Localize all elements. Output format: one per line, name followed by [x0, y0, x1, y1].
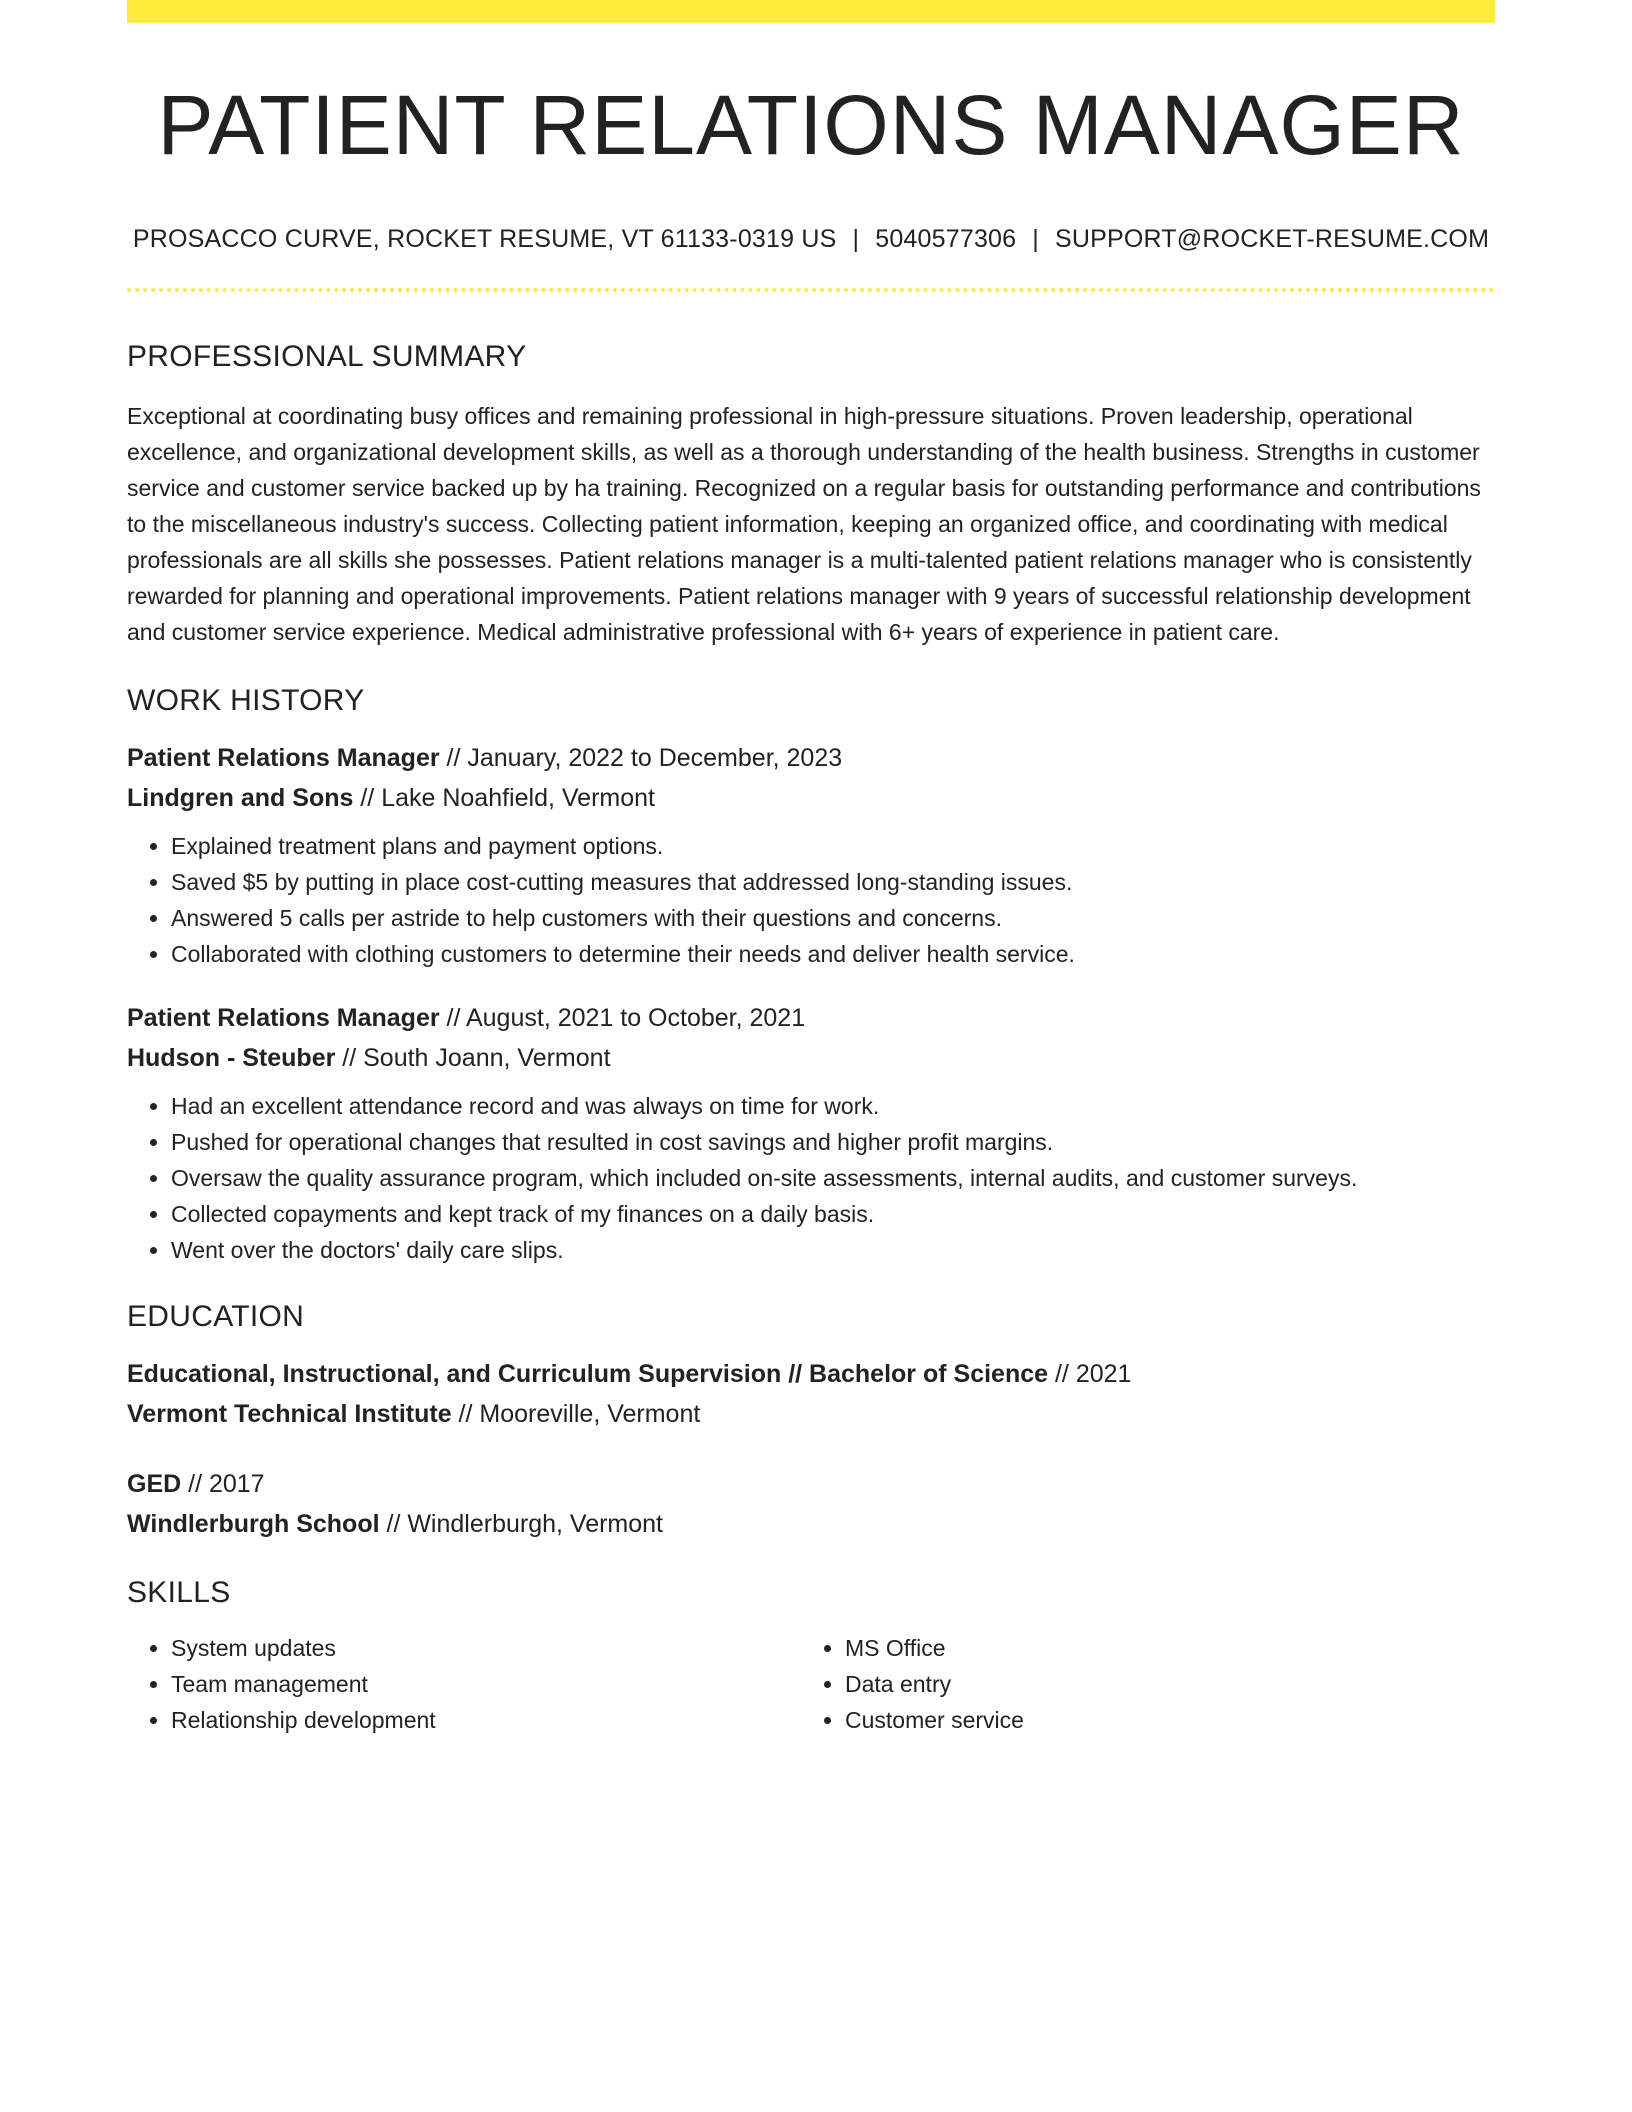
job-bullet: • Answered 5 calls per astride to help customers with their questions and concerns.	[171, 900, 1495, 936]
job-dates: // January, 2022 to December, 2023	[439, 744, 843, 772]
contact-separator: |	[1032, 225, 1039, 253]
job-entry	[127, 998, 1495, 1268]
skill-item: • Relationship development	[171, 1702, 801, 1738]
job-bullet: • Collected copayments and kept track of my finances on a daily basis.	[171, 1196, 1495, 1232]
header-divider	[127, 288, 1495, 292]
skills-list	[127, 1630, 1495, 1738]
job-company: Hudson - Steuber	[127, 1044, 336, 1072]
job-bullets	[127, 828, 1495, 972]
candidate-name: PATIENT RELATIONS MANAGER	[157, 78, 1465, 172]
degree-line	[127, 1354, 1495, 1394]
school-line	[127, 1394, 1495, 1434]
accent-bar	[127, 0, 1495, 23]
skills-column-left	[127, 1630, 801, 1738]
resume-page	[127, 0, 1495, 1738]
school: Windlerburgh School	[127, 1510, 380, 1538]
phone: 5040577306	[875, 225, 1017, 253]
job-bullet: • Had an excellent attendance record and was always on time for work.	[171, 1088, 1495, 1124]
degree-year: // 2021	[1048, 1360, 1132, 1388]
skill-item: • Customer service	[845, 1702, 1475, 1738]
job-dates: // August, 2021 to October, 2021	[439, 1004, 806, 1032]
school: Vermont Technical Institute	[127, 1400, 452, 1428]
school-location: // Mooreville, Vermont	[451, 1400, 701, 1428]
contact-line	[127, 227, 1495, 252]
education-entry	[127, 1354, 1495, 1434]
section-title-summary: PROFESSIONAL SUMMARY	[127, 340, 527, 373]
section-title-education: EDUCATION	[127, 1300, 305, 1333]
job-location: // South Joann, Vermont	[335, 1044, 611, 1072]
address: PROSACCO CURVE, ROCKET RESUME, VT 61133-0319 US	[132, 225, 837, 253]
school-location: // Windlerburgh, Vermont	[379, 1510, 664, 1538]
job-role: Patient Relations Manager	[127, 1004, 440, 1032]
job-company-line	[127, 778, 1495, 818]
education-entry	[127, 1464, 1495, 1544]
job-bullet: • Saved $5 by putting in place cost-cutting measures that addressed long-standing issues.	[171, 864, 1495, 900]
skill-item: • MS Office	[845, 1630, 1475, 1666]
degree-line	[127, 1464, 1495, 1504]
job-company-line	[127, 1038, 1495, 1078]
job-role: Patient Relations Manager	[127, 744, 440, 772]
skill-item: • Data entry	[845, 1666, 1475, 1702]
section-title-skills: SKILLS	[127, 1576, 231, 1609]
section-title-work-history: WORK HISTORY	[127, 684, 365, 717]
degree: Educational, Instructional, and Curriculum Supervision // Bachelor of Science	[127, 1360, 1049, 1388]
contact-separator: |	[852, 225, 860, 253]
school-line	[127, 1504, 1495, 1544]
skill-item: • System updates	[171, 1630, 801, 1666]
skills-column-right	[801, 1630, 1475, 1738]
summary-text: Exceptional at coordinating busy offices and remaining professional in high-pressure situations. Proven leadership, operational excellence, and organizational development skills, as well as a thorough understanding of the health business. Strengths in customer service and customer service backed up by ha training. Recognized on a regular basis for outstanding performance and contributions to the miscellaneous industry's success. Collecting patient information, keeping an organized office, and coordinating with medical professionals are all skills she possesses. Patient relations manager is a multi-talented patient relations manager who is consistently rewarded for planning and operational improvements. Patient relations manager with 9 years of successful relationship development and customer service experience. Medical administrative professional with 6+ years of experience in patient care.	[127, 403, 1481, 645]
job-bullet: • Pushed for operational changes that resulted in cost savings and higher profit margins.	[171, 1124, 1495, 1160]
job-bullet: • Oversaw the quality assurance program, which included on-site assessments, internal audits, and customer surveys.	[171, 1160, 1495, 1196]
job-role-line	[127, 998, 1495, 1038]
skill-item: • Team management	[171, 1666, 801, 1702]
job-bullet: • Explained treatment plans and payment options.	[171, 828, 1495, 864]
email: SUPPORT@ROCKET-RESUME.COM	[1054, 225, 1490, 253]
job-company: Lindgren and Sons	[127, 784, 354, 812]
job-bullets	[127, 1088, 1495, 1268]
degree-year: // 2017	[181, 1470, 265, 1498]
job-entry	[127, 738, 1495, 972]
job-location: // Lake Noahfield, Vermont	[353, 784, 655, 812]
job-role-line	[127, 738, 1495, 778]
job-bullet: • Collaborated with clothing customers to determine their needs and deliver health service.	[171, 936, 1495, 972]
job-bullet: • Went over the doctors' daily care slips.	[171, 1232, 1495, 1268]
degree: GED	[127, 1470, 182, 1498]
